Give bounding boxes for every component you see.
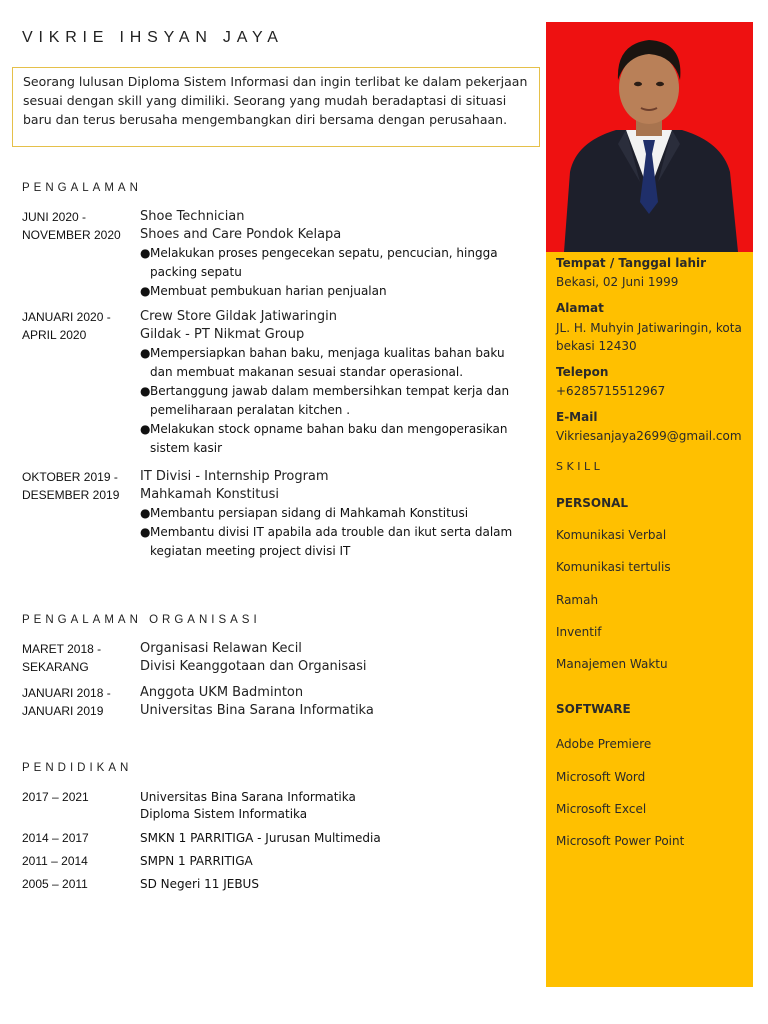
entry-org: Universitas Bina Sarana Informatika (140, 703, 374, 718)
bullet-list (140, 244, 530, 301)
experience-heading: PENGALAMAN (22, 182, 142, 194)
profile-photo-illustration (546, 22, 753, 252)
entry-role: Crew Store Gildak Jatiwaringin (140, 309, 337, 324)
entry-body (140, 684, 530, 720)
entry-body (140, 468, 530, 561)
education-school: Universitas Bina Sarana Informatika (140, 790, 356, 804)
bullet-dot-icon: ● (140, 346, 151, 360)
person-name: VIKRIE IHSYAN JAYA (22, 29, 284, 46)
education-school: SMPN 1 PARRITIGA (140, 854, 253, 868)
entry-org: Divisi Keanggotaan dan Organisasi (140, 659, 367, 674)
address-value: JL. H. Muhyin Jatiwaringin, kota bekasi 12430 (556, 321, 742, 353)
bullet-list (140, 344, 530, 458)
sidebar (546, 22, 753, 987)
email-label: E-Mail (556, 410, 598, 424)
bullet-dot-icon: ● (140, 422, 151, 436)
phone-value: +6285715512967 (556, 384, 666, 398)
education-heading: PENDIDIKAN (22, 762, 133, 774)
entry-role: Anggota UKM Badminton (140, 685, 304, 700)
bullet-dot-icon: ● (140, 246, 151, 260)
software-item: Microsoft Excel (556, 802, 647, 816)
entry-date: JANUARI 2020 - APRIL 2020 (22, 310, 111, 342)
bullet-item: ● Membuat pembukuan harian penjualan (140, 282, 530, 301)
entry-role: Shoe Technician (140, 209, 245, 224)
birth-value: Bekasi, 02 Juni 1999 (556, 275, 679, 289)
entry-org: Gildak - PT Nikmat Group (140, 327, 305, 342)
education-years: 2017 – 2021 (22, 790, 89, 804)
software-skill-label: SOFTWARE (556, 702, 631, 716)
summary-box: Seorang lulusan Diploma Sistem Informasi dan ingin terlibat ke dalam pekerjaan sesuai dengan skill yang dimiliki. Seorang yang mudah beradaptasi di situasi baru dan terus berusaha mengembangkan diri bersama dengan perusahaan. (12, 67, 540, 147)
bullet-list (140, 504, 530, 561)
bullet-dot-icon: ● (140, 284, 151, 298)
education-years: 2014 – 2017 (22, 831, 89, 845)
organization-heading: PENGALAMAN ORGANISASI (22, 614, 261, 626)
skill-item: Ramah (556, 593, 599, 607)
skill-heading: SKILL (556, 460, 604, 473)
entry-body (140, 640, 530, 676)
bullet-item: ● Melakukan stock opname bahan baku dan mengoperasikan sistem kasir (140, 422, 508, 455)
entry-org: Shoes and Care Pondok Kelapa (140, 227, 342, 242)
entry-date: MARET 2018 - SEKARANG (22, 642, 102, 674)
phone-label: Telepon (556, 365, 609, 379)
entry-date: JANUARI 2018 - JANUARI 2019 (22, 686, 111, 718)
entry-role: Organisasi Relawan Kecil (140, 641, 302, 656)
bullet-item: ● Mempersiapkan bahan baku, menjaga kualitas bahan baku dan membuat makanan sesuai standar operasional. (140, 346, 505, 379)
education-years: 2011 – 2014 (22, 854, 88, 868)
bullet-item: ● Membantu divisi IT apabila ada trouble dan ikut serta dalam kegiatan meeting project divisi IT (140, 525, 513, 558)
entry-body (140, 208, 530, 301)
skill-item: Manajemen Waktu (556, 657, 668, 671)
skill-item: Inventif (556, 625, 602, 639)
bullet-item: ● Membantu persiapan sidang di Mahkamah Konstitusi (140, 504, 530, 523)
profile-photo (546, 22, 753, 252)
education-program: Diploma Sistem Informatika (140, 807, 308, 821)
education-school: SD Negeri 11 JEBUS (140, 877, 259, 891)
entry-role: IT Divisi - Internship Program (140, 469, 329, 484)
bullet-dot-icon: ● (140, 525, 151, 539)
skill-item: Komunikasi tertulis (556, 560, 671, 574)
entry-date: OKTOBER 2019 - DESEMBER 2019 (22, 470, 120, 502)
bullet-item: ● Bertanggung jawab dalam membersihkan tempat kerja dan pemeliharaan peralatan kitchen . (140, 384, 510, 417)
bullet-dot-icon: ● (140, 506, 151, 520)
software-item: Microsoft Word (556, 770, 646, 784)
bullet-dot-icon: ● (140, 384, 151, 398)
education-years: 2005 – 2011 (22, 877, 88, 891)
entry-body (140, 308, 530, 458)
software-item: Adobe Premiere (556, 737, 652, 751)
bullet-item: ● Melakukan proses pengecekan sepatu, pencucian, hingga packing sepatu (140, 246, 498, 279)
birth-label: Tempat / Tanggal lahir (556, 256, 707, 270)
personal-skill-label: PERSONAL (556, 496, 629, 510)
entry-org: Mahkamah Konstitusi (140, 487, 279, 502)
software-item: Microsoft Power Point (556, 834, 685, 848)
entry-date: JUNI 2020 - NOVEMBER 2020 (22, 210, 121, 242)
education-body (140, 789, 520, 823)
email-value: Vikriesanjaya2699@gmail.com (556, 429, 742, 443)
education-school: SMKN 1 PARRITIGA - Jurusan Multimedia (140, 831, 381, 845)
address-label: Alamat (556, 301, 604, 315)
skill-item: Komunikasi Verbal (556, 528, 667, 542)
